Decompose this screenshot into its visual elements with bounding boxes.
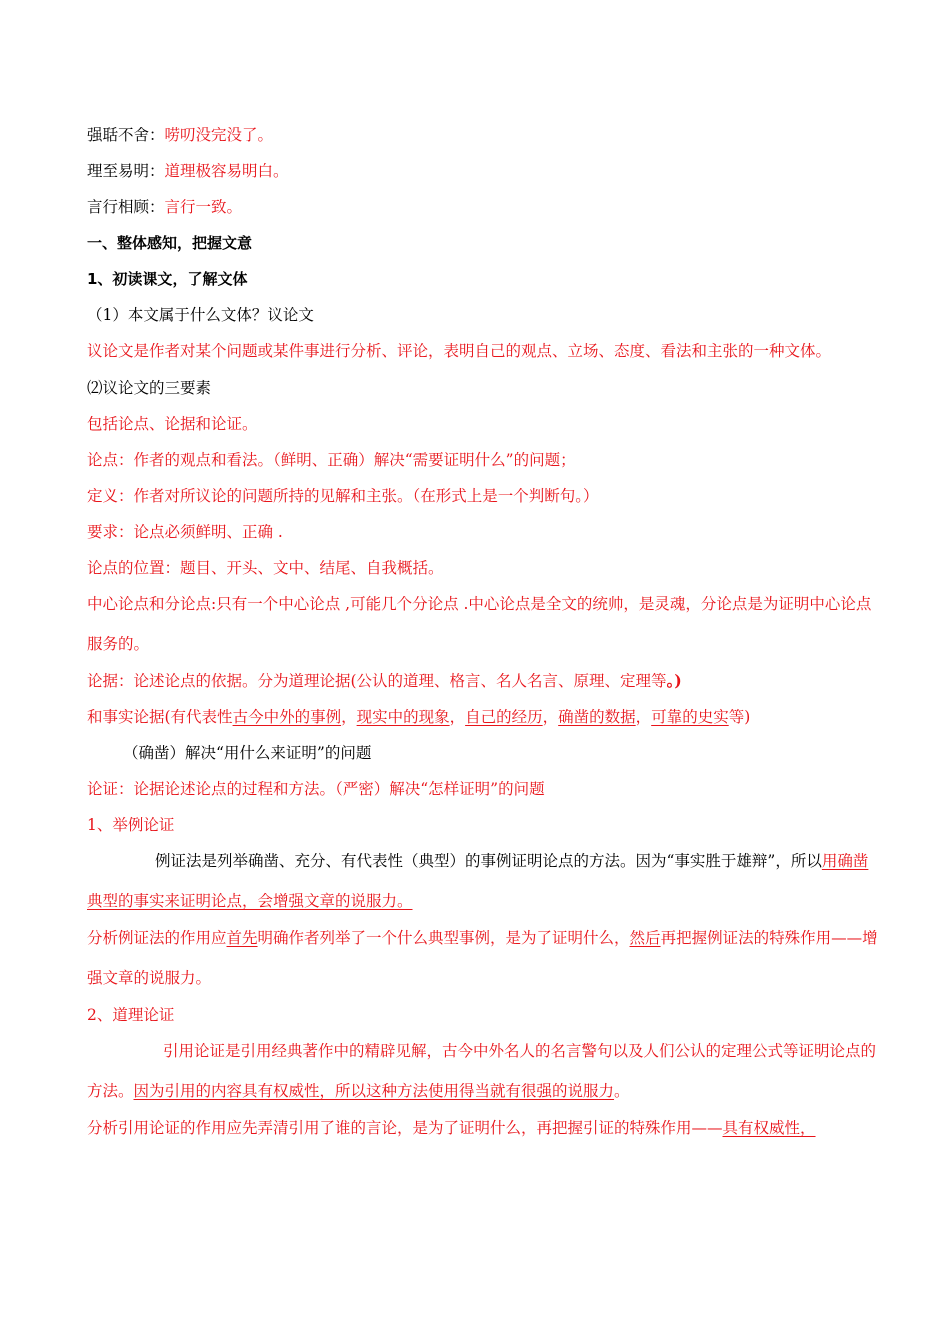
paragraph: 要求：论点必须鲜明、正确 . — [87, 523, 283, 541]
underlined-text: 可靠的史实 — [651, 708, 729, 726]
section-heading: 一、整体感知，把握文意 — [87, 234, 253, 252]
paragraph: 议论文是作者对某个问题或某件事进行分析、评论，表明自己的观点、立场、态度、看法和主张的一种文体。 — [87, 342, 832, 360]
text-run: 例证法是列举确凿、充分、有代表性（典型）的事例证明论点的方法。因为“事实胜于雄辩”，所以 — [155, 852, 822, 870]
paragraph — [87, 841, 882, 921]
text-run: ， — [341, 708, 357, 726]
underlined-text: 用确凿典型的事实来证明论点，会增强文章的说服力。 — [87, 852, 869, 910]
paragraph — [87, 1117, 882, 1139]
paragraph: 定义：作者对所议论的问题所持的见解和主张。（在形式上是一个判断句。） — [87, 487, 599, 505]
paragraph: 论证：论据论述论点的过程和方法。（严密）解决“怎样证明”的问题 — [87, 780, 545, 798]
vocab-line — [87, 196, 882, 218]
text-run: 再把握例证法的特殊作用——增强文章的说服力。 — [87, 929, 878, 987]
subsection-heading: 1、举例论证 — [87, 816, 175, 834]
text-run: 明确作者列举了一个什么典型事例，是为了证明什么， — [257, 929, 630, 947]
underlined-text: 自己的经历 — [465, 708, 543, 726]
paragraph — [87, 670, 882, 692]
vocab-line — [87, 124, 882, 146]
vocab-definition: 道理极容易明白。 — [164, 162, 289, 180]
paragraph — [87, 918, 882, 998]
subsection-heading: 2、道理论证 — [87, 1006, 175, 1024]
underlined-text: 因为引用的内容具有权威性，所以这种方法使用得当就有很强的说服力 — [133, 1082, 615, 1100]
text-run: 等) — [728, 708, 751, 726]
text-run: 分析例证法的作用应 — [87, 929, 227, 947]
underlined-text: 确凿的数据 — [558, 708, 636, 726]
paragraph: 论点：作者的观点和看法。（鲜明、正确）解决“需要证明什么”的问题； — [87, 451, 576, 469]
text-run: 。 — [614, 1082, 630, 1100]
text-run: ， — [449, 708, 466, 726]
vocab-term: 理至易明： — [87, 162, 165, 180]
underlined-text: 现实中的现象 — [356, 708, 450, 726]
vocab-line — [87, 160, 882, 182]
vocab-term: 言行相顾： — [87, 198, 165, 216]
paragraph — [87, 1031, 882, 1111]
underlined-text: 具有权威性， — [722, 1119, 816, 1137]
vocab-term: 强聒不舍： — [87, 126, 165, 144]
text-run: ， — [635, 708, 652, 726]
question: ⑵议论文的三要素 — [87, 379, 212, 397]
underlined-text: 然后 — [629, 929, 661, 947]
paragraph: 中心论点和分论点:只有一个中心论点 ,可能几个分论点 .中心论点是全文的统帅，是灵魂，分论点是为证明中心论点服务的。 — [87, 595, 872, 653]
document-page — [87, 124, 882, 1153]
paragraph — [87, 706, 882, 728]
text-run: 。) — [666, 671, 682, 690]
underlined-text: 首先 — [226, 929, 258, 947]
underlined-text: 古今中外的事例 — [232, 708, 342, 726]
paragraph: 论点的位置：题目、开头、文中、结尾、自我概括。 — [87, 559, 444, 577]
subsection-heading: 1、初读课文，了解文体 — [87, 270, 248, 288]
paragraph: （确凿）解决“用什么来证明”的问题 — [123, 744, 372, 762]
text-run: 分析引用论证的作用应先弄清引用了谁的言论，是为了证明什么，再把握引证的特殊作用—— — [87, 1119, 723, 1137]
text-run: 论据：论述论点的依据。分为道理论据(公认的道理、格言、名人名言、原理、定理等 — [87, 672, 667, 690]
question: （1）本文属于什么文体？议论文 — [87, 306, 314, 324]
vocab-definition: 唠叨没完没了。 — [164, 126, 274, 144]
text-run: 和事实论据(有代表性 — [87, 708, 233, 726]
text-run: 引用论证是引用经典著作中的精辟见解，古今中外名人的名言警句以及人们公认的定理公式等证明论点的方法。 — [87, 1042, 877, 1100]
text-run: ， — [542, 708, 559, 726]
paragraph: 包括论点、论据和论证。 — [87, 415, 258, 433]
vocab-definition: 言行一致。 — [164, 198, 243, 216]
